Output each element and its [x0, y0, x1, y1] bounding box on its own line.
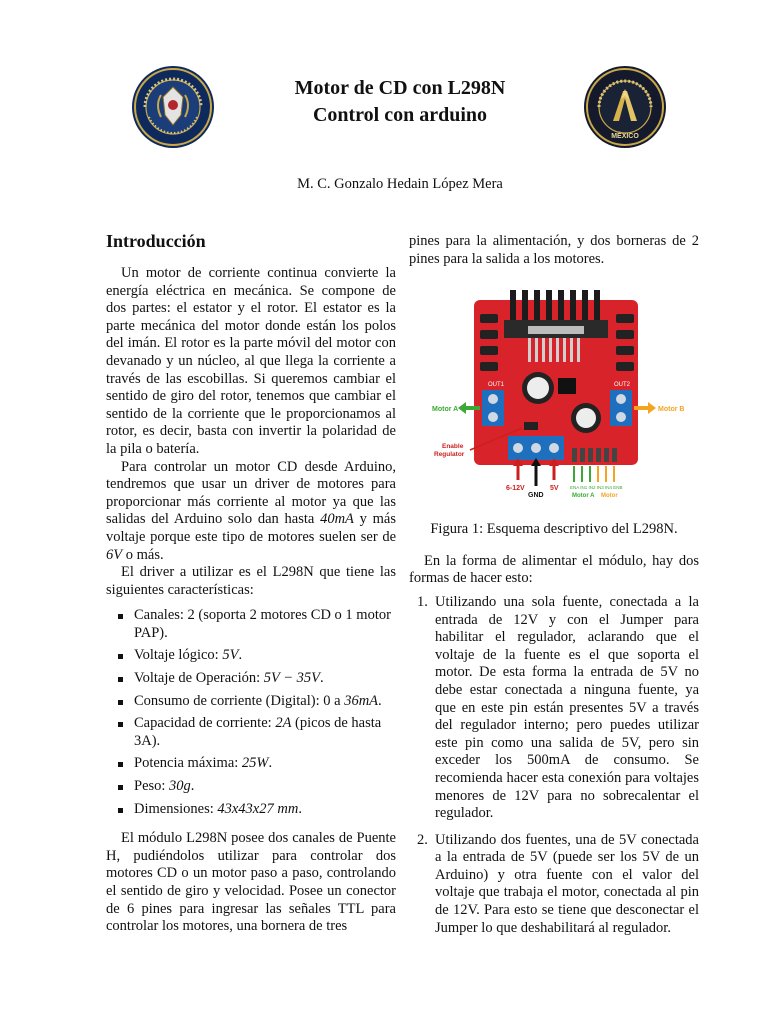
list-item: Voltaje de Operación: 5V − 35V.: [106, 670, 396, 688]
intro-paragraph-4: El módulo L298N posee dos canales de Puente H, pudiéndolos utilizar para controlar dos motores CD o un motor paso a paso, controlando el sentido de giro y velocidad. Posee un conector de 6 pines para ingresar las señales TTL para controlar los motores, una bornera de tres: [106, 830, 396, 935]
specs-list: [106, 607, 396, 818]
svg-text:ENA IN1 IN2 IN3 IN4 ENB: ENA IN1 IN2 IN3 IN4 ENB: [570, 485, 623, 491]
jumper: [524, 422, 538, 430]
left-column: [106, 230, 396, 936]
list-item: Capacidad de corriente: 2A (picos de hasta 3A).: [106, 715, 396, 750]
list-item: Peso: 30g.: [106, 778, 396, 796]
list-item: Potencia máxima: 25W.: [106, 755, 396, 773]
continued-paragraph: pines para la alimentación, y dos borneras de 2 pines para la salida a los motores.: [409, 233, 699, 267]
right-column: [409, 233, 699, 946]
list-item: 1. Utilizando una sola fuente, conectada a la entrada de 12V y con el Jumper para habilitar el regulador, aclarando que el voltaje de la fuente es el que soporta el motor. De esta forma la entrada de 5V no debe estar conectada a ninguna fuente, ya que en este pin están presentes 5V a través del regulador interno; pero puedes utilizar este pin como una salida de 5V, pero sin exceder los 500mA de consumo. Se recomienda hacer esta conexión para voltajes menores de 12V para no sobrecalentar el regulador.: [417, 593, 699, 822]
author: M. C. Gonzalo Hedain López Mera: [297, 176, 503, 192]
svg-text:OUT2: OUT2: [614, 382, 631, 389]
intro-paragraph-2: Para controlar un motor CD desde Arduino, tendremos que usar un driver de motores para proporcionar más corriente al motor ya que las salidas del Arduino solo dan hasta 40mA y más voltaje porque este tipo de motores suelen ser de 6V o más.: [106, 458, 396, 563]
svg-text:6-12V: 6-12V: [506, 485, 525, 493]
comunicaciones-logo: [583, 65, 667, 149]
figure-caption: Figura 1: Esquema descriptivo del L298N.: [430, 521, 678, 538]
svg-text:Motor A: Motor A: [572, 493, 595, 500]
l298n-diagram: [418, 290, 690, 500]
power-options-list: [409, 594, 699, 937]
section-heading: Introducción: [106, 231, 206, 251]
list-item: Voltaje lógico: 5V.: [106, 647, 396, 665]
document-title: [220, 75, 580, 129]
seal-icon: [583, 65, 667, 149]
svg-text:Motor A: Motor A: [432, 406, 459, 414]
svg-text:5V: 5V: [550, 485, 559, 493]
list-item: 2. Utilizando dos fuentes, una de 5V conectada a la entrada de 5V (puede ser los 5V de un Arduino) y otra fuente con el valor del voltaje que trabaja el motor, conectada al pin de 12V. Para esto se tiene que desconectar el Jumper lo que deshabilitará al regulador.: [417, 831, 699, 936]
escuela-militar-logo: [131, 65, 215, 149]
svg-text:OUT1: OUT1: [488, 382, 505, 389]
seal-icon: [131, 65, 215, 149]
list-item: Consumo de corriente (Digital): 0 a 36mA.: [106, 693, 396, 711]
logo-right-text: MÉXICO: [611, 133, 639, 140]
regulator-chip: [558, 378, 576, 394]
title-line-1: Motor de CD con L298N: [294, 77, 506, 99]
intro-paragraph-1: Un motor de corriente continua convierte la energía eléctrica en mecánica. Se compone de dos partes: el estator y el rotor. El estator es la parte mecánica del motor donde están los polos del imán. El rotor es la parte móvil del motor con devanado y un núcleo, al que llega la corriente a través de las escobillas. Si queremos cambiar el sentido de giro del rotor, tenemos que cambiar el sentido de la corriente que le proporcionamos al rotor, es decir, basta con invertir la polaridad de la pila o batería.: [106, 265, 396, 457]
list-item: Dimensiones: 43x43x27 mm.: [106, 801, 396, 819]
svg-text:GND: GND: [528, 492, 544, 500]
title-line-2: Control con arduino: [312, 104, 488, 126]
intro-paragraph-3: El driver a utilizar es el L298N que tiene las siguientes características:: [106, 564, 396, 598]
svg-text:Regulator: Regulator: [434, 451, 465, 459]
svg-text:Motor: Motor: [601, 493, 618, 500]
list-item: Canales: 2 (soporta 2 motores CD o 1 motor PAP).: [106, 607, 396, 642]
svg-text:Motor B: Motor B: [658, 406, 685, 414]
svg-text:Enable: Enable: [442, 443, 464, 451]
figure-l298n: [409, 290, 699, 500]
power-paragraph: En la forma de alimentar el módulo, hay dos formas de hacer esto:: [409, 552, 699, 587]
